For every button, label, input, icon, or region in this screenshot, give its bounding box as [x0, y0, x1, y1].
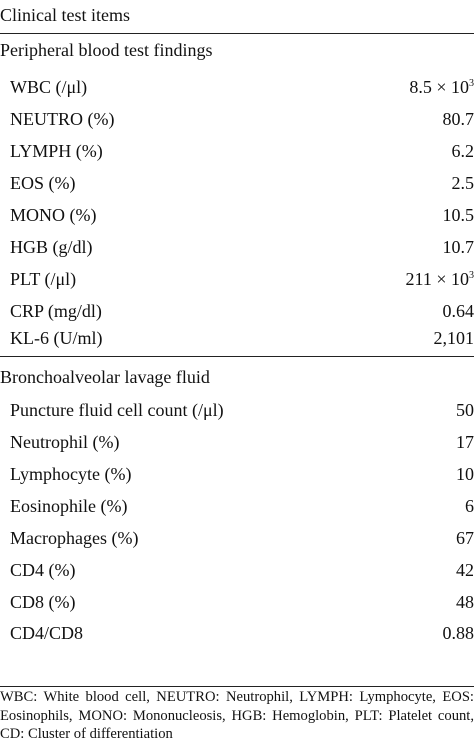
row-label: CD4/CD8	[10, 622, 83, 644]
row-value: 0.64	[443, 300, 474, 322]
exponent: 3	[469, 78, 474, 89]
row-label: WBC (/μl)	[10, 76, 87, 98]
row-value: 48	[456, 591, 474, 613]
table-row	[10, 495, 474, 517]
row-label: Eosinophile (%)	[10, 495, 127, 517]
row-label: PLT (/μl)	[10, 268, 76, 290]
row-label: Neutrophil (%)	[10, 431, 119, 453]
row-label: Lymphocyte (%)	[10, 463, 131, 485]
row-label: Puncture fluid cell count (/μl)	[10, 399, 224, 421]
table-bottom-rule	[0, 686, 474, 687]
table-row	[10, 204, 474, 226]
table-row	[10, 236, 474, 258]
row-value: $211 \times 10^3$	[406, 268, 474, 290]
header-rule	[0, 33, 474, 34]
row-value: 10.7	[443, 236, 474, 258]
table-row	[10, 140, 474, 162]
row-value: 2,101	[434, 327, 474, 349]
section-title-bronchoalveolar-lavage: Bronchoalveolar lavage fluid	[0, 366, 210, 388]
table-row	[10, 559, 474, 581]
row-value: 50	[456, 399, 474, 421]
table-row	[10, 431, 474, 453]
table-row	[10, 76, 474, 98]
row-label: LYMPH (%)	[10, 140, 103, 162]
row-value: 6	[465, 495, 474, 517]
table-row	[10, 300, 474, 322]
table-row	[10, 172, 474, 194]
row-label: CRP (mg/dl)	[10, 300, 102, 322]
row-value: 80.7	[443, 108, 474, 130]
row-value: 0.88	[443, 622, 474, 644]
table-row	[10, 399, 474, 421]
row-label: NEUTRO (%)	[10, 108, 114, 130]
row-label: EOS (%)	[10, 172, 76, 194]
row-value: 10	[456, 463, 474, 485]
row-value: $8.5 \times 10^3$	[409, 76, 474, 98]
row-label: HGB (g/dl)	[10, 236, 93, 258]
row-value: 42	[456, 559, 474, 581]
table-row	[10, 463, 474, 485]
row-label: CD4 (%)	[10, 559, 76, 581]
row-value: 2.5	[452, 172, 474, 194]
row-label: KL-6 (U/ml)	[10, 327, 102, 349]
row-label: MONO (%)	[10, 204, 96, 226]
row-label: CD8 (%)	[10, 591, 76, 613]
table-row	[10, 108, 474, 130]
table-row	[10, 591, 474, 613]
table-row	[10, 622, 474, 644]
section-title-peripheral-blood: Peripheral blood test findings	[0, 39, 212, 61]
row-value: 67	[456, 527, 474, 549]
table-row	[10, 327, 474, 349]
table-footnote: WBC: White blood cell, NEUTRO: Neutrophil, LYMPH: Lymphocyte, EOS: Eosinophils, MONO: Mononucleosis, HGB: Hemoglobin, PLT: Platelet count, CD: Cluster of differentiation	[0, 688, 474, 744]
table-row	[10, 268, 474, 290]
table-header: Clinical test items	[0, 4, 130, 26]
table-row	[10, 527, 474, 549]
row-label: Macrophages (%)	[10, 527, 138, 549]
section-divider-rule	[0, 356, 474, 357]
row-value: 6.2	[452, 140, 474, 162]
row-value: 17	[456, 431, 474, 453]
exponent: 3	[469, 270, 474, 281]
row-value: 10.5	[443, 204, 474, 226]
